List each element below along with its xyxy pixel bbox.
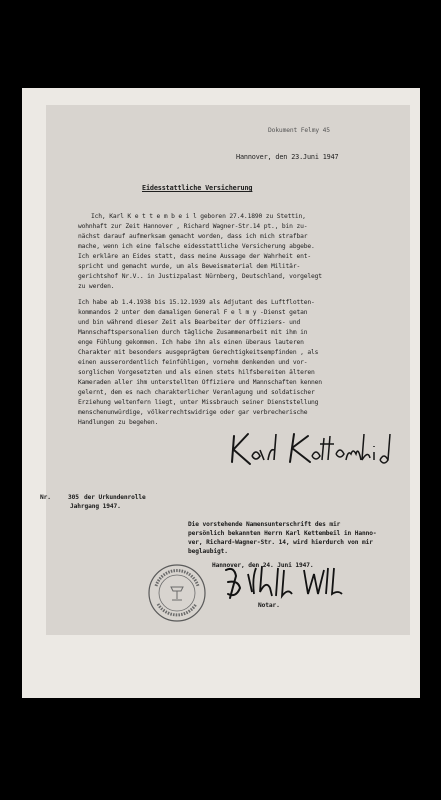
body-line: spricht und gemacht wurde, um als Beweismaterial dem Militär- (78, 263, 301, 270)
body-line: enge Fühlung gekommen. Ich habe ihn als einen überaus lauteren (78, 339, 304, 346)
body-line: zu werden. (78, 283, 115, 290)
register-number: 305 (68, 494, 79, 501)
document-reference: Dokument Felmy 45 (268, 127, 330, 134)
body-line: gelernt, dem es nach charakterlicher Veranlagung und soldatischer (78, 389, 315, 396)
register-text: der Urkundenrolle (84, 494, 146, 501)
body-line: Kameraden aller ihm unterstellten Offiziere und Mannschaften kennen (78, 379, 322, 386)
body-line: Ich habe ab 1.4.1938 bis 15.12.1939 als Adjutant des Luftflotten- (78, 299, 315, 306)
body-line: mache, wenn ich eine falsche eidesstattliche Versicherung abgebe. (78, 243, 315, 250)
attestation-line: ver, Richard-Wagner-Str. 14, wird hierdurch von mir (188, 539, 373, 546)
body-line: sorglichen Vorgesetzten und als einen stets hilfsbereiten älteren (78, 369, 315, 376)
place-date: Hannover, den 23.Juni 1947 (236, 153, 339, 161)
body-line: Charakter mit besonders ausgeprägtem Gerechtigkeitsempfinden , als (78, 349, 319, 356)
document-title: Eidesstattliche Versicherung (142, 184, 253, 192)
attestation-line: persönlich bekannten Herrn Karl Kettembeil in Hanno- (188, 530, 377, 537)
body-line: Mannschaftspersonalien durch tägliche Zusammenarbeit mit ihm in (78, 329, 308, 336)
notary-role: Notar. (258, 602, 280, 609)
body-line: kommandos 2 unter dem damaligen General F e l m y -Dienst getan (78, 309, 308, 316)
body-line: Ich, Karl K e t t e m b e i l geboren 27.4.1890 zu Stettin, (91, 213, 306, 220)
notary-signature (222, 562, 352, 604)
declarant-signature (228, 430, 398, 470)
body-line: menschenunwürdige, völkerrechtswidrige oder gar verbrecherische (78, 409, 308, 416)
notary-seal-stamp (146, 562, 208, 624)
notary-place-date: Hannover, den 24. Juni 1947. (212, 562, 314, 569)
attestation-line: Die vorstehende Namensunterschrift des mir (188, 521, 341, 528)
attestation-line: beglaubigt. (188, 548, 228, 555)
body-line: wohnhaft zur Zeit Hannover , Richard Wagner-Str.14 pt., bin zu- (78, 223, 308, 230)
body-line: nächst darauf aufmerksam gemacht worden, dass ich mich strafbar (78, 233, 308, 240)
body-line: Ich erkläre an Eides statt, dass meine Aussage der Wahrheit ent- (78, 253, 312, 260)
body-line: Handlungen zu begehen. (78, 419, 159, 426)
body-line: einen ausserordentlich feinfühligen, vornehm denkenden und vor- (78, 359, 308, 366)
register-year: Jahrgang 1947. (70, 503, 121, 510)
body-line: gerichtshof Nr.V.. in Justizpalast Nürnberg, Deutschland, vorgelegt (78, 273, 322, 280)
register-label: Nr. (40, 494, 51, 501)
body-line: Erziehung weltenfern liegt, unter Missbrauch seiner Dienststellung (78, 399, 319, 406)
body-line: und bin während dieser Zeit als Bearbeiter der Offiziers- und (78, 319, 301, 326)
